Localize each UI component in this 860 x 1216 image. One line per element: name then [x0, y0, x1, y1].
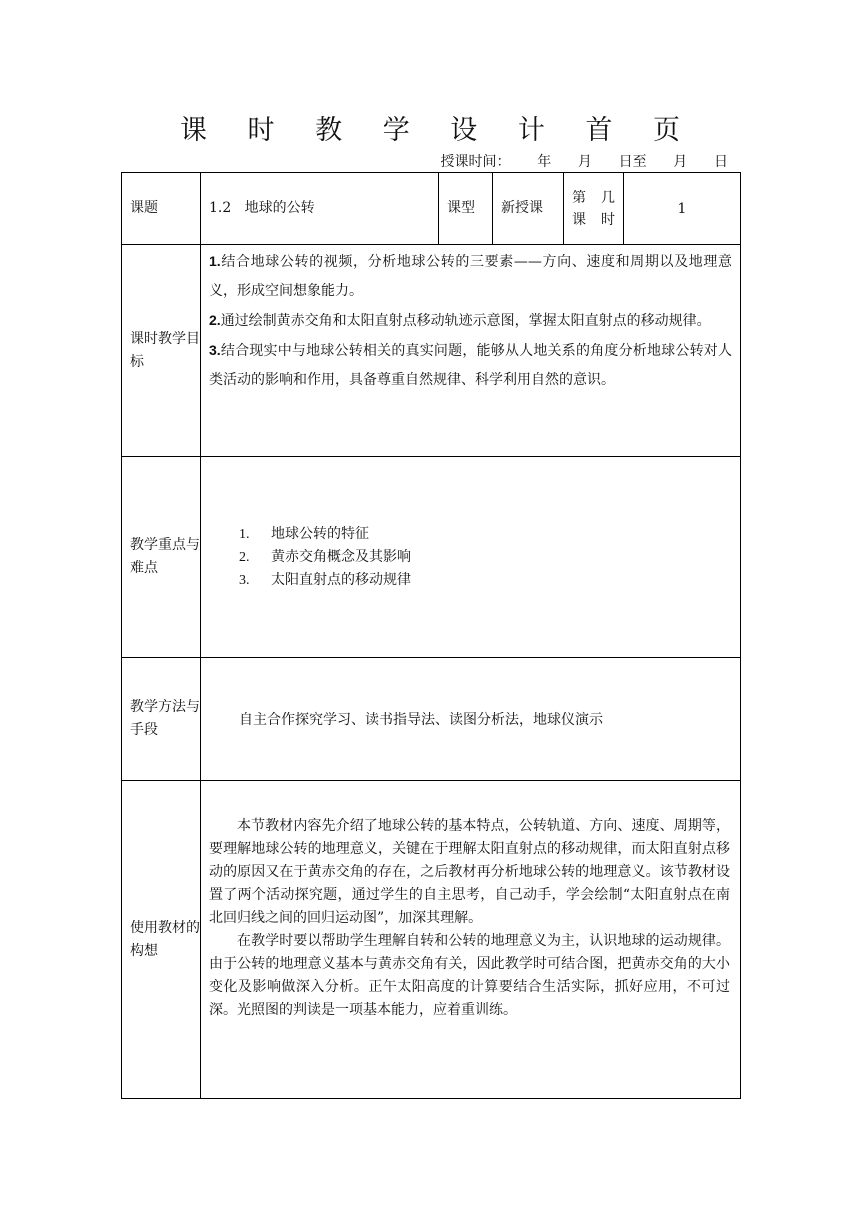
- lesson-time-month-end: 月: [673, 154, 688, 170]
- methods-row: [122, 658, 741, 781]
- goals-content: [201, 245, 741, 457]
- key-point-item: [239, 546, 740, 569]
- goal-number: 3.: [209, 342, 221, 358]
- key-points-label: 教学重点与难点: [122, 457, 201, 658]
- concept-paragraph: 本节教材内容先介绍了地球公转的基本特点，公转轨道、方向、速度、周期等，要理解地球公转的地理意义，关键在于理解太阳直射点的移动规律，而太阳直射点移动的原因又在于黄赤交角的存在，之后教材再分析地球公转的地理意义。该节教材设置了两个活动探究题，通过学生的自主思考，自己动手，学会绘制“太阳直射点在南北回归线之间的回归运动图”，加深其理解。: [209, 818, 730, 926]
- period-value: 1: [624, 173, 741, 245]
- key-point-text: 黄赤交角概念及其影响: [271, 548, 411, 565]
- topic-value: 1.2 地球的公转: [201, 173, 439, 245]
- goal-number: 1.: [209, 253, 221, 269]
- type-label: 课型: [439, 173, 493, 245]
- lesson-time-year: 年: [537, 154, 552, 170]
- concept-row: [122, 781, 741, 1099]
- goal-text: 通过绘制黄赤交角和太阳直射点移动轨迹示意图，掌握太阳直射点的移动规律。: [220, 313, 711, 329]
- goal-text: 结合地球公转的视频，分析地球公转的三要素——方向、速度和周期以及地理意义，形成空间想象能力。: [209, 254, 732, 299]
- key-point-number: 3.: [239, 572, 250, 588]
- lesson-time-month: 月: [577, 154, 592, 170]
- key-points-content: [201, 457, 741, 658]
- key-point-number: 1.: [239, 526, 250, 542]
- type-value: 新授课: [493, 173, 564, 245]
- lesson-time-label: 授课时间：: [440, 154, 511, 170]
- concept-label: 使用教材的构想: [122, 781, 201, 1099]
- key-point-item: [239, 569, 740, 592]
- lesson-time-day-to: 日至: [618, 154, 647, 170]
- topic-label: 课题: [122, 173, 201, 245]
- key-point-text: 地球公转的特征: [271, 525, 369, 542]
- goal-item: [209, 247, 732, 306]
- lesson-time-day-end: 日: [714, 154, 728, 170]
- goal-item: [209, 336, 732, 395]
- key-points-row: [122, 457, 741, 658]
- key-point-text: 太阳直射点的移动规律: [271, 571, 411, 588]
- header-row: [122, 173, 741, 245]
- lesson-time-row: [440, 151, 728, 171]
- goal-item: [209, 306, 732, 336]
- goal-text: 结合现实中与地球公转相关的真实问题，能够从人地关系的角度分析地球公转对人类活动的影响和作用，具备尊重自然规律、科学利用自然的意识。: [209, 343, 732, 388]
- methods-content: 自主合作探究学习、读书指导法、读图分析法，地球仪演示: [201, 658, 741, 781]
- period-label: 第 几 课 时: [564, 173, 624, 245]
- key-point-number: 2.: [239, 549, 250, 565]
- key-point-item: [239, 523, 740, 546]
- concept-content: [201, 781, 741, 1099]
- methods-label: 教学方法与手段: [122, 658, 201, 781]
- page-title: 课 时 教 学 设 计 首 页: [179, 115, 697, 146]
- concept-paragraph: 在教学时要以帮助学生理解自转和公转的地理意义为主，认识地球的运动规律。由于公转的地理意义基本与黄赤交角有关，因此教学时可结合图，把黄赤交角的大小变化及影响做深入分析。正午太阳高度的计算要结合生活实际，抓好应用，不可过深。光照图的判读是一项基本能力，应着重训练。: [209, 933, 730, 1018]
- lesson-plan-table: [121, 172, 741, 1099]
- goals-label: 课时教学目标: [122, 245, 201, 457]
- goals-row: [122, 245, 741, 457]
- goal-number: 2.: [209, 312, 221, 328]
